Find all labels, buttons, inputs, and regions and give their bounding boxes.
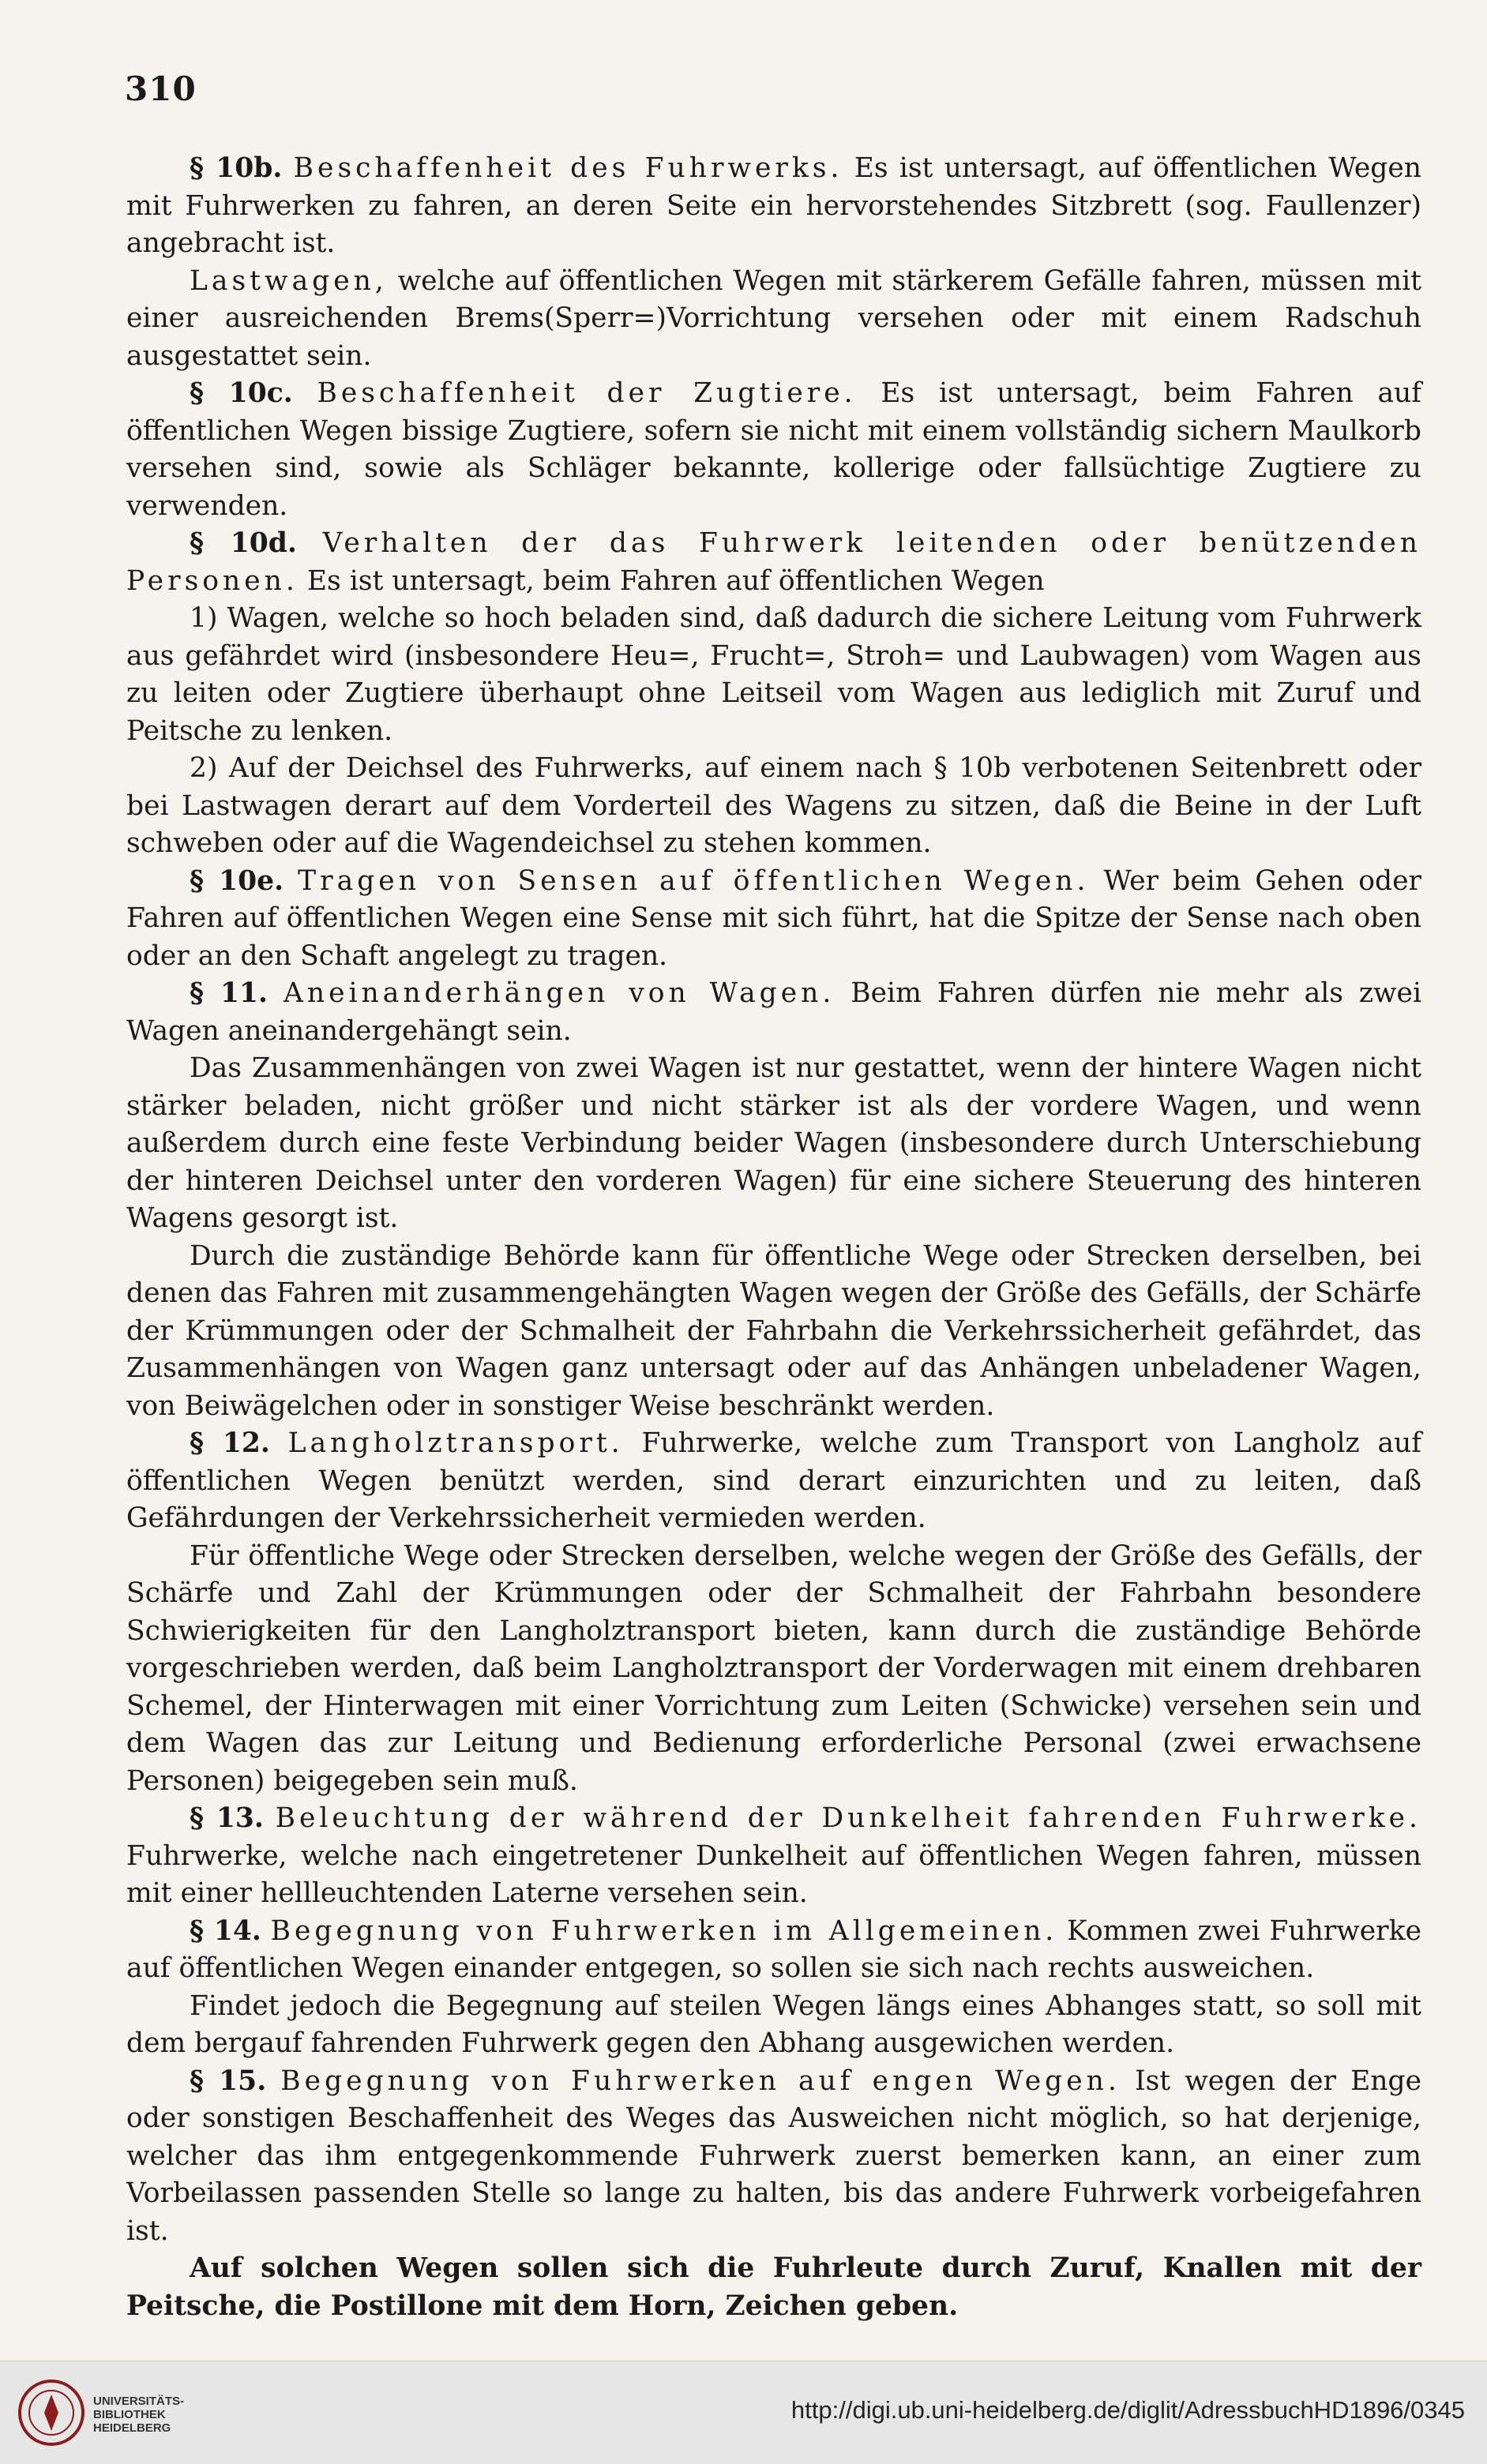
paragraph-15-signals bbox=[126, 2250, 1421, 2325]
section-heading: Beleuchtung der während der Dunkelheit fahrenden Fuhrwerke. bbox=[275, 1802, 1421, 1834]
paragraph-text: Es ist untersagt, beim Fahren auf öffentlichen Wegen bissige Zugtiere, sofern sie nicht mit einem vollständig sichern Maulkorb versehen sind, sowie als Schläger bekannte, kollerige oder fallsüchtige Zugtiere zu verwenden. bbox=[126, 377, 1422, 522]
section-heading: Verhalten der das Fuhrwerk leitenden oder benützenden Personen. bbox=[126, 527, 1422, 597]
section-heading: Aneinanderhängen von Wagen. bbox=[283, 977, 835, 1009]
paragraph-12-wege bbox=[126, 1538, 1421, 1801]
library-seal-icon bbox=[17, 2379, 85, 2447]
section-number: § 10e. bbox=[190, 864, 284, 897]
paragraph-10e bbox=[126, 863, 1421, 976]
paragraph-text: Findet jedoch die Begegnung auf steilen Wegen längs eines Abhanges statt, so soll mit dem bergauf fahrenden Fuhrwerk gegen den Abhang ausgewichen werden. bbox=[126, 1990, 1421, 2059]
paragraph-14 bbox=[126, 1913, 1421, 1988]
section-number: § 10b. bbox=[190, 152, 283, 184]
section-heading: Begegnung von Fuhrwerken im Allgemeinen. bbox=[270, 1915, 1058, 1947]
page-body bbox=[126, 150, 1421, 2325]
section-number: § 14. bbox=[190, 1915, 261, 1947]
paragraph-text: 2) Auf der Deichsel des Fuhrwerks, auf einem nach § 10b verbotenen Seitenbrett oder bei Lastwagen derart auf dem Vorderteil des Wagens zu sitzen, daß die Beine in der Luft schweben oder auf die Wagendeichsel zu stehen kommen. bbox=[126, 752, 1421, 859]
library-name-line: BIBLIOTHEK bbox=[93, 2408, 166, 2421]
paragraph-text: Kommen zwei Fuhrwerke auf öffentlichen Wegen einander entgegen, so sollen sie sich nach rechts ausweichen. bbox=[126, 1915, 1421, 1984]
library-name-line: UNIVERSITÄTS- bbox=[93, 2395, 185, 2408]
paragraph-10d-item-1 bbox=[126, 600, 1421, 750]
paragraph-text: Beim Fahren dürfen nie mehr als zwei Wagen aneinandergehängt sein. bbox=[126, 977, 1422, 1047]
paragraph-13 bbox=[126, 1800, 1421, 1913]
paragraph-10c bbox=[126, 375, 1421, 525]
section-heading: Beschaffenheit der Zugtiere. bbox=[317, 377, 857, 409]
library-name bbox=[93, 2395, 184, 2435]
paragraph-text: Für öffentliche Wege oder Strecken derselben, welche wegen der Größe des Gefälls, der Schärfe und Zahl der Krümmungen oder der Schmalheit der Fahrbahn besondere Schwierigkeiten für den Langholztransport bieten, kann durch die zuständige Behörde vorgeschrieben werden, daß beim Langholztransport der Vorderwagen mit einem drehbaren Schemel, der Hinterwagen mit einer Vorrichtung zum Leiten (Schwicke) versehen sein und dem Wagen das zur Leitung und Bedienung erforderliche Personal (zwei erwachsene Personen) beigegeben sein muß. bbox=[126, 1540, 1421, 1797]
paragraph-11-behoerde bbox=[126, 1238, 1421, 1426]
paragraph-lastwagen bbox=[126, 263, 1421, 376]
section-number: § 10d. bbox=[190, 527, 297, 559]
section-number: § 13. bbox=[190, 1802, 264, 1834]
paragraph-text: Fuhrwerke, welche zum Transport von Langholz auf öffentlichen Wegen benützt werden, sind derart einzurichten und zu leiten, daß Gefährdungen der Verkehrssicherheit vermieden werden. bbox=[126, 1427, 1421, 1534]
section-number: § 15. bbox=[190, 2065, 267, 2097]
library-logo[interactable] bbox=[17, 2376, 207, 2451]
section-heading: Begegnung von Fuhrwerken auf engen Wegen. bbox=[280, 2065, 1121, 2097]
paragraph-text: 1) Wagen, welche so hoch beladen sind, daß dadurch die sichere Leitung vom Fuhrwerk aus gefährdet wird (insbesondere Heu=, Frucht=, Stroh= und Laubwagen) vom Wagen aus zu leiten oder Zugtiere überhaupt ohne Leitseil vom Wagen aus lediglich mit Zuruf und Peitsche zu lenken. bbox=[126, 602, 1421, 747]
section-number: § 12. bbox=[190, 1427, 270, 1459]
source-url-link[interactable]: http://digi.ub.uni-heidelberg.de/diglit/AdressbuchHD1896/0345 bbox=[790, 2396, 1465, 2424]
paragraph-text: Wer beim Gehen oder Fahren auf öffentlichen Wegen eine Sense mit sich führt, hat die Spitze der Sense nach oben oder an den Schaft angelegt zu tragen. bbox=[126, 864, 1422, 972]
library-name-line: HEIDELBERG bbox=[93, 2421, 171, 2435]
paragraph-text: Es ist untersagt, auf öffentlichen Wegen mit Fuhrwerken zu fahren, an deren Seite ein hervorstehendes Sitzbrett (sog. Faullenzer) angebracht ist. bbox=[126, 152, 1422, 259]
paragraph-10d-item-2 bbox=[126, 750, 1421, 863]
paragraph-11-zusammenhaengen bbox=[126, 1050, 1421, 1238]
paragraph-text: Auf solchen Wegen sollen sich die Fuhrleute durch Zuruf, Knallen mit der Peitsche, die Postillone mit dem Horn, Zeichen geben. bbox=[126, 2252, 1421, 2322]
paragraph-text: Fuhrwerke, welche nach eingetretener Dunkelheit auf öffentlichen Wegen fahren, müssen mit einer hellleuchtenden Laterne versehen sein. bbox=[126, 1840, 1421, 1909]
paragraph-12 bbox=[126, 1425, 1421, 1538]
section-heading: Beschaffenheit des Fuhrwerks. bbox=[293, 152, 843, 184]
page-number: 310 bbox=[125, 69, 197, 108]
section-number: § 10c. bbox=[190, 377, 293, 409]
paragraph-10b bbox=[126, 150, 1421, 263]
section-heading: Lastwagen, bbox=[190, 264, 388, 297]
paragraph-15 bbox=[126, 2063, 1421, 2251]
paragraph-text: welche auf öffentlichen Wegen mit stärkerem Gefälle fahren, müssen mit einer ausreichenden Brems(Sperr=)Vorrichtung versehen oder mit einem Radschuh ausgestattet sein. bbox=[126, 264, 1421, 372]
paragraph-14-abhang bbox=[126, 1988, 1421, 2063]
paragraph-10d bbox=[126, 525, 1421, 600]
paragraph-text: Durch die zuständige Behörde kann für öffentliche Wege oder Strecken derselben, bei denen das Fahren mit zusammengehängten Wagen wegen der Größe des Gefälls, der Schärfe der Krümmungen oder der Schmalheit der Fahrbahn die Verkehrssicherheit gefährdet, das Zusammenhängen von Wagen ganz untersagt oder auf das Anhängen unbeladener Wagen, von Beiwägelchen oder in sonstiger Weise beschränkt werden. bbox=[126, 1240, 1421, 1422]
footer-bar bbox=[0, 2361, 1487, 2464]
paragraph-11 bbox=[126, 975, 1421, 1050]
paragraph-text: Ist wegen der Enge oder sonstigen Beschaffenheit des Weges das Ausweichen nicht möglich, so hat derjenige, welcher das ihm entgegenkommende Fuhrwerk zuerst bemerken kann, an einer zum Vorbeilassen passenden Stelle so lange zu halten, bis das andere Fuhrwerk vorbeigefahren ist. bbox=[126, 2065, 1421, 2247]
paragraph-text: Es ist untersagt, beim Fahren auf öffentlichen Wegen bbox=[306, 564, 1045, 597]
section-heading: Tragen von Sensen auf öffentlichen Wegen. bbox=[298, 864, 1090, 897]
section-heading: Langholztransport. bbox=[287, 1427, 624, 1459]
section-number: § 11. bbox=[190, 977, 268, 1009]
paragraph-text: Das Zusammenhängen von zwei Wagen ist nur gestattet, wenn der hintere Wagen nicht stärker beladen, nicht größer und nicht stärker ist als der vordere Wagen, und wenn außerdem durch eine feste Verbindung beider Wagen (insbesondere durch Unterschiebung der hinteren Deichsel unter den vorderen Wagen) für eine sichere Steuerung des hinteren Wagens gesorgt ist. bbox=[126, 1052, 1421, 1234]
